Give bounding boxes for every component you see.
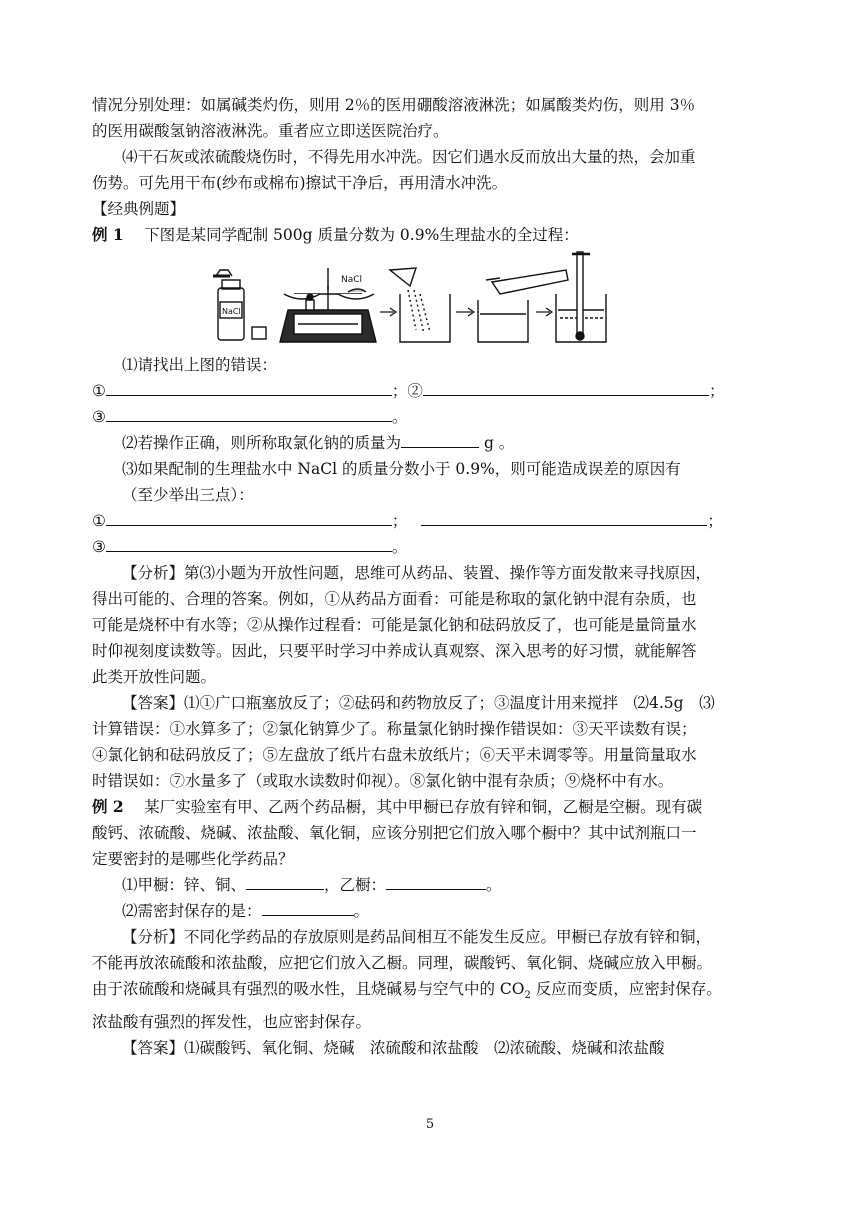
answer-blank[interactable] xyxy=(421,508,707,526)
nacl-balance-label: NaCl xyxy=(341,275,363,285)
example1-q3-blanks-row2 xyxy=(92,534,772,560)
answer-blank[interactable] xyxy=(386,872,486,890)
example1-q3: （至少举出三点）： xyxy=(122,486,254,504)
example2-q1 xyxy=(92,872,772,898)
subscript: 2 xyxy=(524,990,531,1002)
example2-analysis-line xyxy=(92,976,772,1009)
example1-analysis-line: 得出可能的、合理的答案。例如，①从药品方面看：可能是称取的氯化钠中混有杂质，也 xyxy=(92,590,697,608)
example1-q3-blanks-row1 xyxy=(92,508,772,534)
example1-question-text: 下图是某同学配制 500g 质量分数为 0.9%生理盐水的全过程： xyxy=(144,226,579,244)
intro-line: 的医用碳酸氢钠溶液淋洗。重者应立即送医院治疗。 xyxy=(92,122,449,140)
q2-text: ⑵若操作正确，则所称取氯化钠的质量为 xyxy=(122,434,402,452)
analysis-text: 由于浓硫酸和烧碱具有强烈的吸水性，且烧碱易与空气中的 CO xyxy=(92,980,525,998)
answer-blank[interactable] xyxy=(423,378,709,396)
example2-analysis-line: 浓盐酸有强烈的挥发性，也应密封保存。 xyxy=(92,1013,372,1032)
example1-answer-line: 计算错误：①水算多了；②氯化钠算少了。称量氯化钠时操作错误如：③天平读数有误； xyxy=(92,720,697,738)
example1-q1: ⑴请找出上图的错误： xyxy=(122,356,278,374)
analysis-text: 反应而变质，应密封保存。 xyxy=(530,980,722,998)
document-body xyxy=(92,92,772,1061)
example1-analysis-line: 时仰视刻度读数等。因此，只要平时学习中养成认真观察、深入思考的好习惯，就能解答 xyxy=(92,642,697,660)
example1-analysis-line: 此类开放性问题。 xyxy=(92,668,217,686)
page-number: 5 xyxy=(425,1117,435,1132)
example1-q1-blanks-row2 xyxy=(92,404,772,430)
example2-q2 xyxy=(92,898,772,924)
example2-label: 例 2 xyxy=(92,797,124,816)
example2-analysis-line: 【分析】不同化学药品的存放原则是药品间相互不能发生反应。甲橱已存放有锌和铜， xyxy=(122,928,712,946)
answer-blank[interactable] xyxy=(106,534,392,552)
marker: ③ xyxy=(92,538,106,556)
punct: ； xyxy=(391,382,408,400)
example2-answer: 【答案】⑴碳酸钙、氧化铜、烧碱 浓硫酸和浓盐酸 ⑵浓硫酸、烧碱和浓盐酸 xyxy=(122,1039,665,1058)
example1-answer-line: 【答案】⑴①广口瓶塞放反了；②砝码和药物放反了；③温度计用来搅拌 ⑵4.5g ⑶ xyxy=(122,694,715,712)
example2-question-line: 酸钙、浓硫酸、烧碱、浓盐酸、氧化铜，应该分别把它们放入哪个橱中？其中试剂瓶口一 xyxy=(92,824,697,842)
answer-blank[interactable] xyxy=(246,872,324,890)
intro-item4-line: ⑷干石灰或浓硫酸烧伤时，不得先用水冲洗。因它们遇水反而放出大量的热，会加重 xyxy=(122,148,696,166)
lab-procedure-figure xyxy=(92,250,772,348)
beaker-icon xyxy=(390,268,450,342)
q1-text: ⑴甲橱：锌、铜、 xyxy=(122,876,247,894)
answer-blank[interactable] xyxy=(106,404,392,422)
punct: 。 xyxy=(391,538,408,556)
marker: ③ xyxy=(92,408,106,426)
section-heading: 【经典例题】 xyxy=(92,200,186,218)
marker: ② xyxy=(407,382,423,400)
intro-item4-line: 伤势。可先用干布(纱布或棉布)擦试干净后，再用清水冲洗。 xyxy=(92,174,508,192)
example1-answer-line: ④氯化钠和砝码放反了；⑤左盘放了纸片右盘未放纸片；⑥天平未调零等。用量筒量取水 xyxy=(92,746,697,764)
example1-question xyxy=(92,222,772,248)
punct: ； xyxy=(391,512,408,530)
example1-answer-line: 时错误如：⑦水量多了（或取水读数时仰视）。⑧氯化钠中混有杂质；⑨烧杯中有水。 xyxy=(92,772,674,790)
example1-analysis-line: 可能是烧杯中有水等；②从操作过程看：可能是氯化钠和砝码放反了，也可能是量筒量水 xyxy=(92,616,697,634)
example1-q3: ⑶如果配制的生理盐水中 NaCl 的质量分数小于 0.9%，则可能造成误差的原因有 xyxy=(122,460,681,478)
beaker-icon xyxy=(478,270,568,342)
q1-text: ，乙橱： xyxy=(324,876,387,894)
intro-line: 情况分别处理：如属碱类灼伤，则用 2％的医用硼酸溶液淋洗；如属酸类灼伤，则用 3％ xyxy=(92,96,696,114)
example1-analysis-line: 【分析】第⑶小题为开放性问题，思维可从药品、装置、操作等方面发散来寻找原因， xyxy=(122,564,712,582)
nacl-bottle-icon xyxy=(213,270,244,340)
q1-text: 。 xyxy=(486,876,502,894)
example2-question xyxy=(92,794,772,820)
example2-question-line: 定要密封的是哪些化学药品？ xyxy=(92,850,294,868)
punct: 。 xyxy=(391,408,408,426)
marker: ① xyxy=(92,512,106,530)
answer-blank[interactable] xyxy=(106,508,392,526)
example1-q1-blanks-row1 xyxy=(92,378,772,404)
nacl-bottle-label: NaCl xyxy=(222,307,241,316)
beaker-icon xyxy=(556,252,606,342)
answer-blank[interactable] xyxy=(401,430,479,448)
example2-question-text: 某厂实验室有甲、乙两个药品橱，其中甲橱已存放有锌和铜，乙橱是空橱。现有碳 xyxy=(144,798,703,816)
q2-text: ⑵需密封保存的是： xyxy=(122,902,262,920)
example1-q2 xyxy=(92,430,772,456)
q2-text: 。 xyxy=(353,902,370,920)
answer-blank[interactable] xyxy=(106,378,392,396)
marker: ① xyxy=(92,382,106,400)
punct: ； xyxy=(707,512,723,530)
q2-unit: g 。 xyxy=(479,434,515,452)
example2-analysis-line: 不能再放浓硫酸和浓盐酸，应把它们放入乙橱。同理，碳酸钙、氧化铜、烧碱应放入甲橱。 xyxy=(92,954,713,972)
example1-label: 例 1 xyxy=(92,225,124,244)
punct: ； xyxy=(708,382,725,400)
answer-blank[interactable] xyxy=(262,898,354,916)
lab-procedure-illustration xyxy=(210,250,610,346)
